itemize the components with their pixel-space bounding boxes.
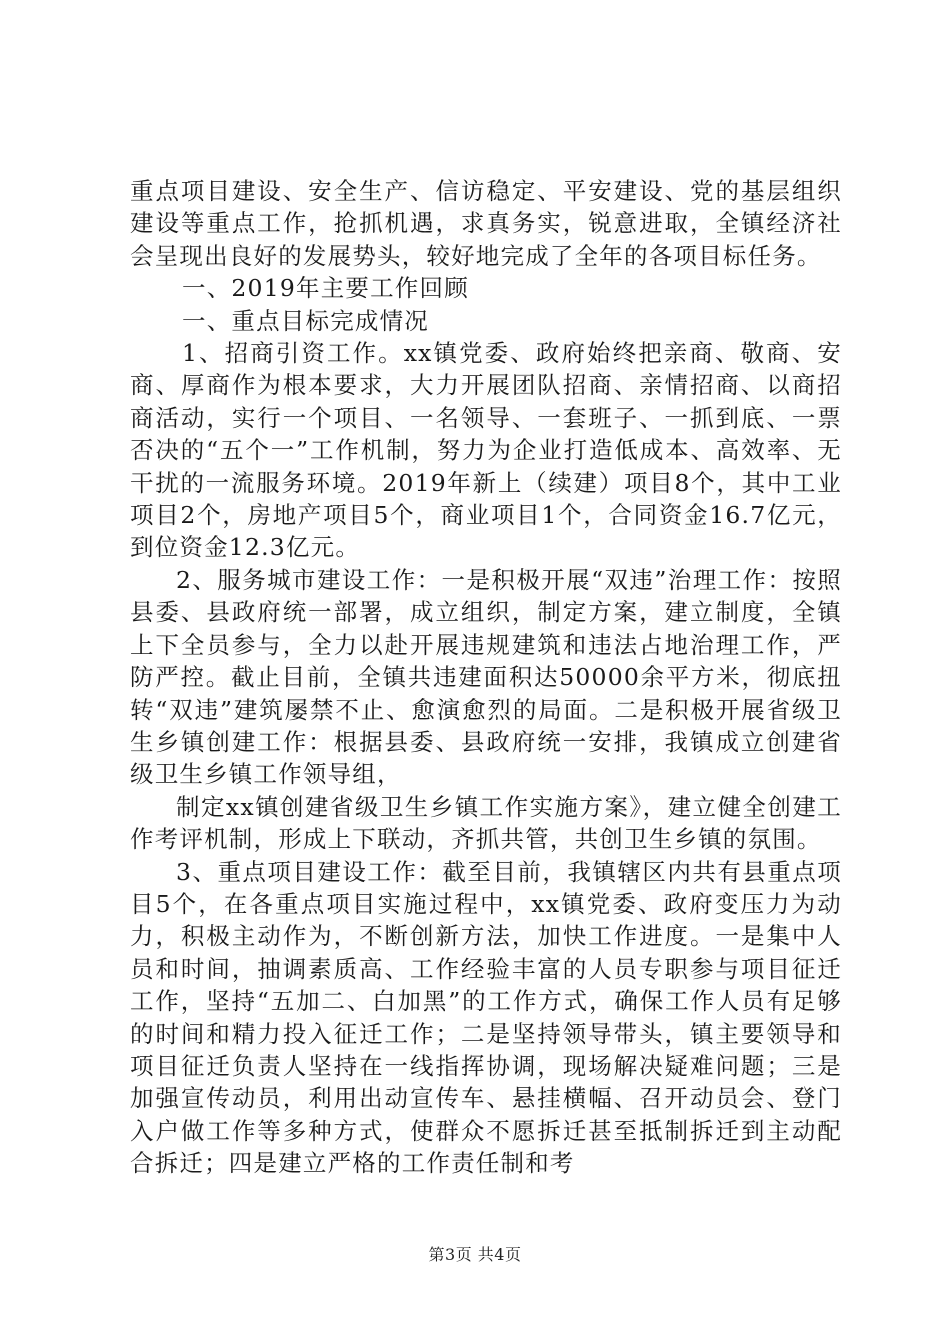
document-body <box>130 175 842 1180</box>
paragraph-intro-continuation: 重点项目建设、安全生产、信访稳定、平安建设、党的基层组织建设等重点工作，抢抓机遇，求真务实，锐意进取，全镇经济社会呈现出良好的发展势头，较好地完成了全年的各项目标任务。 <box>130 177 842 270</box>
section-heading-review: 一、2019年主要工作回顾 <box>182 274 469 303</box>
paragraph-investment: 1、招商引资工作。xx镇党委、政府始终把亲商、敬商、安商、厚商作为根本要求，大力开展团队招商、亲情招商、以商招商活动，实行一个项目、一名领导、一套班子、一抓到底、一票否决的“五个一”工作机制，努力为企业打造低成本、高效率、无干扰的一流服务环境。2019年新上（续建）项目8个，其中工业项目2个，房地产项目5个，商业项目1个，合同资金16.7亿元，到位资金12.3亿元。 <box>130 339 842 562</box>
subsection-heading-goals: 一、重点目标完成情况 <box>182 306 429 335</box>
paragraph-key-projects: 3、重点项目建设工作：截至目前，我镇辖区内共有县重点项目5个，在各重点项目实施过程中，xx镇党委、政府变压力为动力，积极主动作为，不断创新方法，加快工作进度。一是集中人员和时间，抽调素质高、工作经验丰富的人员专职参与项目征迁工作，坚持“五加二、白加黑”的工作方式，确保工作人员有足够的时间和精力投入征迁工作；二是坚持领导带头，镇主要领导和项目征迁负责人坚持在一线指挥协调，现场解决疑难问题；三是加强宣传动员，利用出动宣传车、悬挂横幅、召开动员会、登门入户做工作等多种方式，使群众不愿拆迁甚至抵制拆迁到主动配合拆迁；四是建立严格的工作责任制和考 <box>130 857 842 1178</box>
page-footer: 第3页 共4页 <box>428 1245 522 1264</box>
paragraph-sanitation-plan: 制定xx镇创建省级卫生乡镇工作实施方案》，建立健全创建工作考评机制，形成上下联动，齐抓共管，共创卫生乡镇的氛围。 <box>130 792 842 854</box>
paragraph-city-construction: 2、服务城市建设工作：一是积极开展“双违”治理工作：按照县委、县政府统一部署，成立组织，制定方案，建立制度，全镇上下全员参与，全力以赴开展违规建筑和违法占地治理工作，严防严控。截止目前，全镇共违建面积达50000余平方米，彻底扭转“双违”建筑屡禁不止、愈演愈烈的局面。二是积极开展省级卫生乡镇创建工作：根据县委、县政府统一安排，我镇成立创建省级卫生乡镇工作领导组， <box>130 565 842 789</box>
